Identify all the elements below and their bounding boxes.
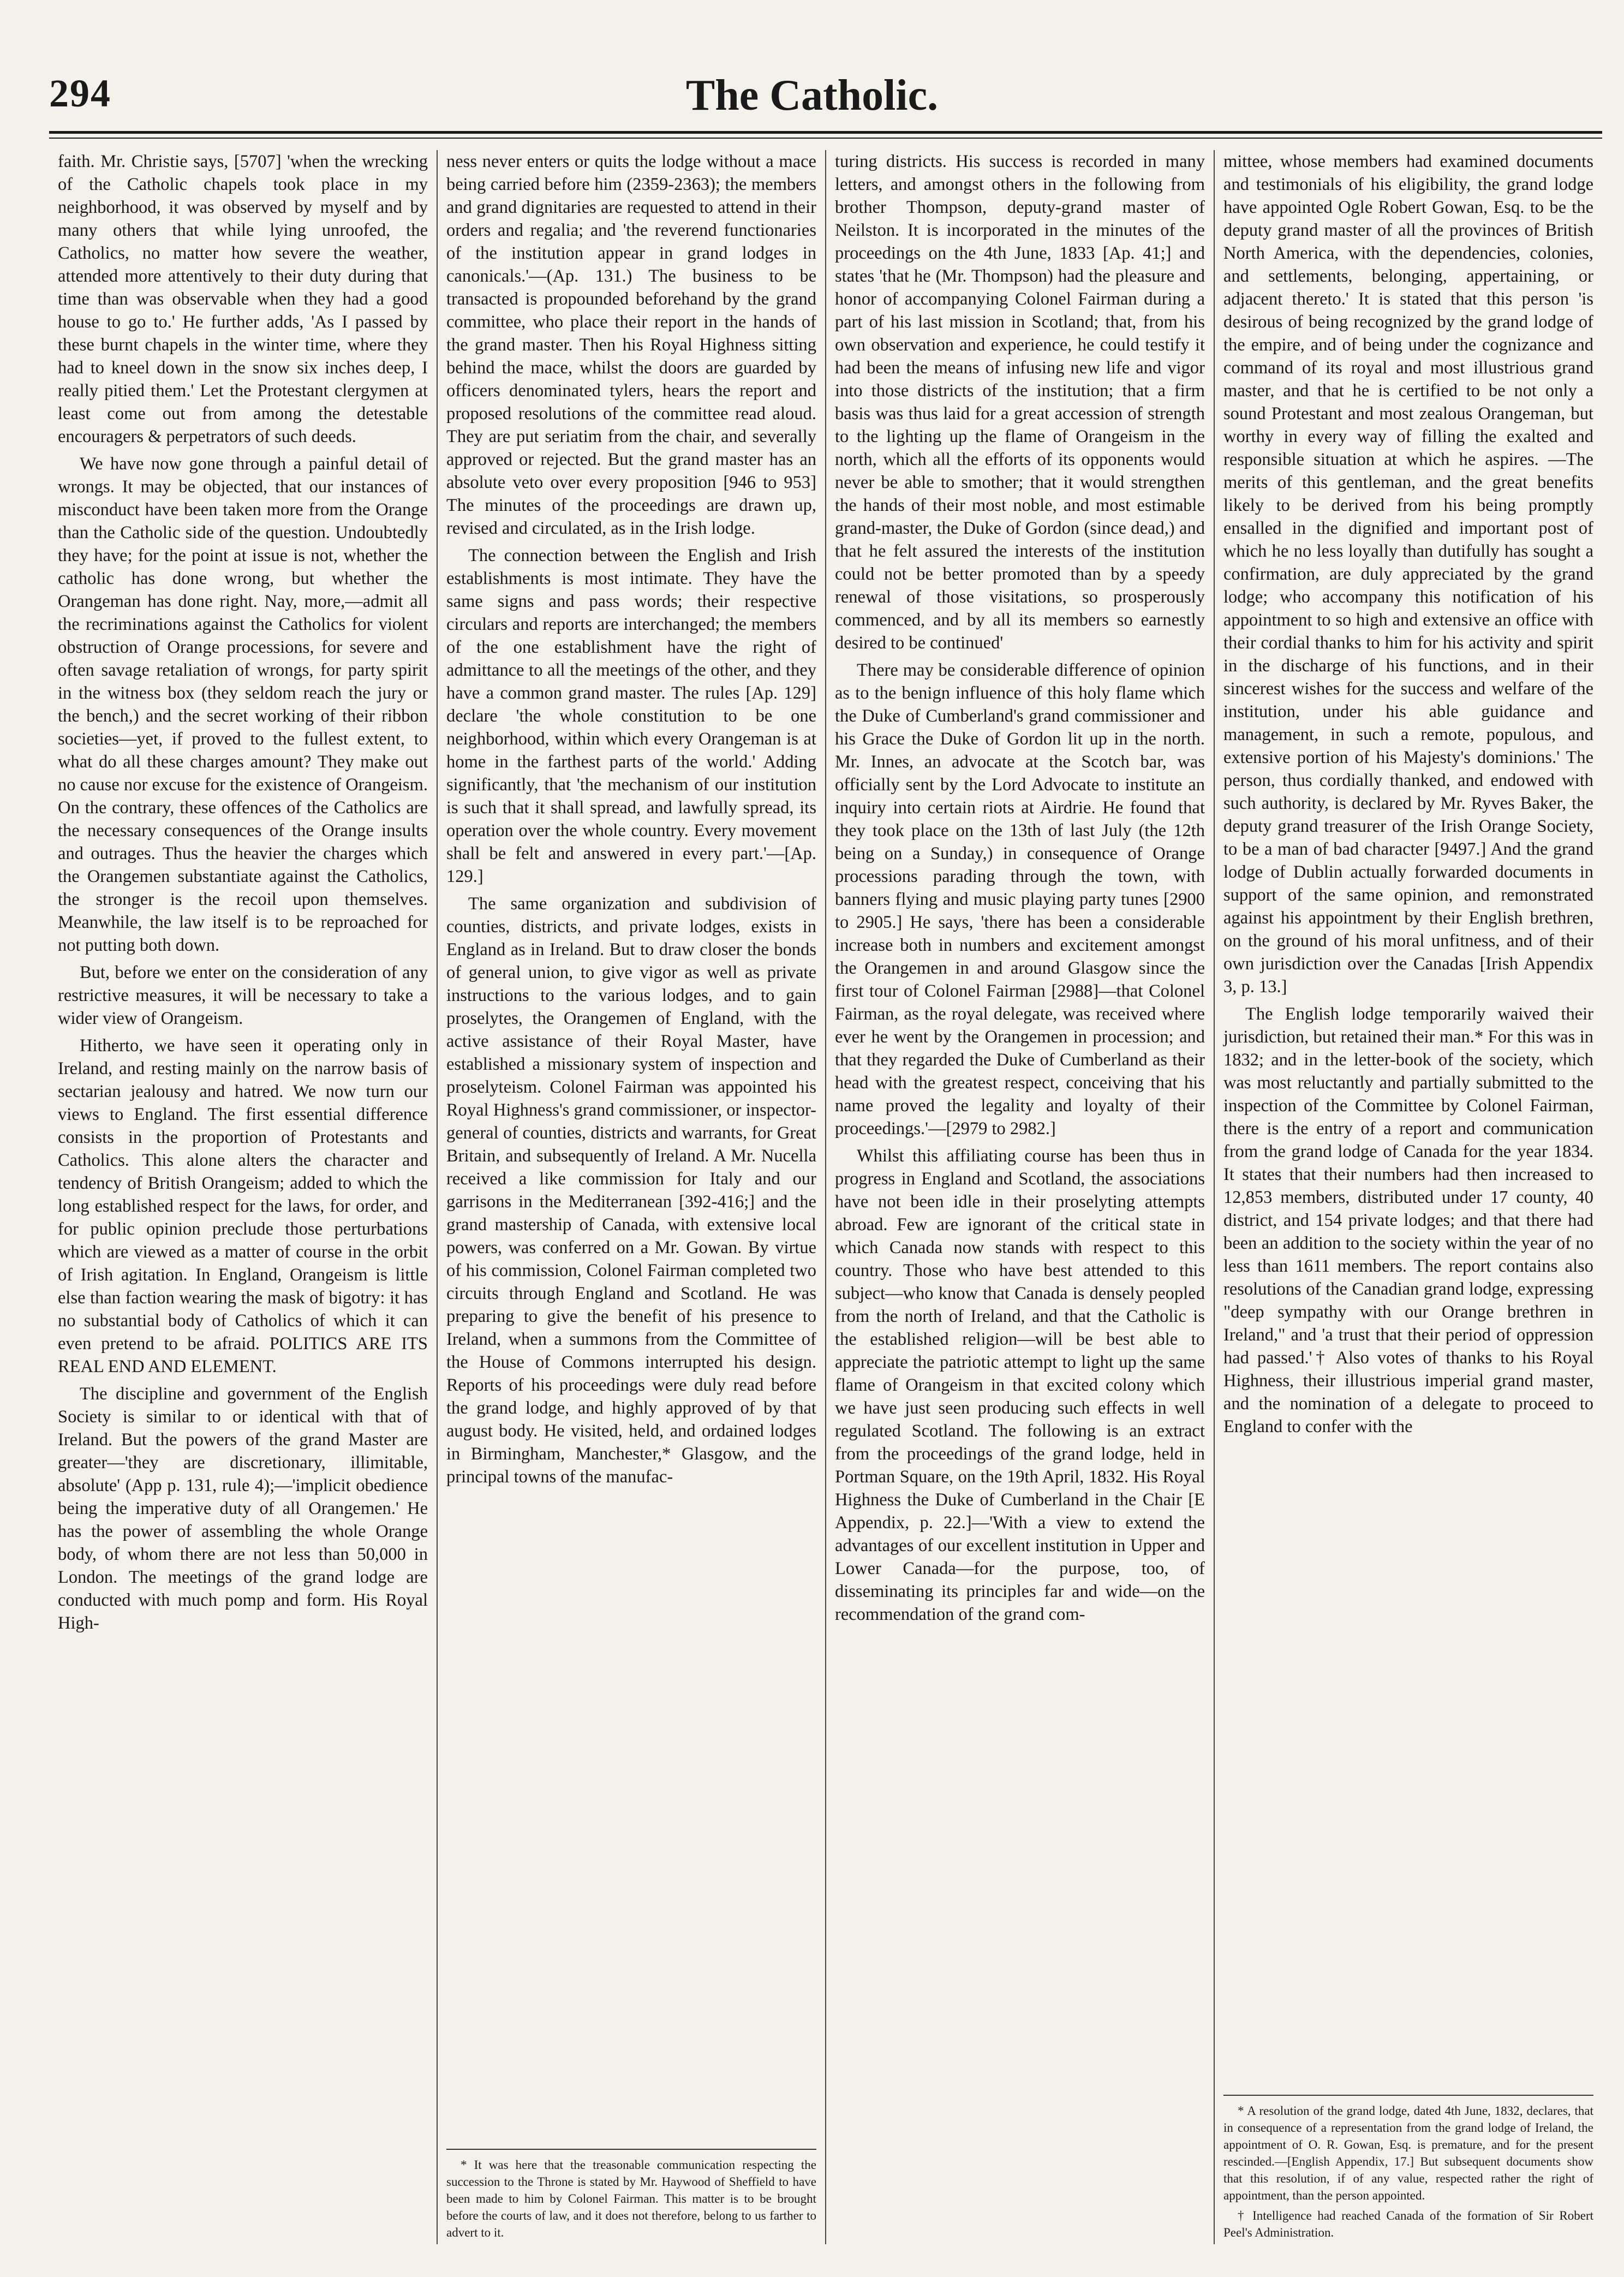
column-2: [437, 150, 825, 2244]
paragraph: turing districts. His success is recorded in many letters, and amongst others in the following from brother Thompson, deputy-grand master of Neilston. It is incorporated in the minutes of the proceedings on the 4th June, 1833 [Ap. 41;] and states 'that he (Mr. Thompson) had the pleasure and honor of accompanying Colonel Fairman during a part of his last mission in Scotland; that, from his own observation and experience, he could testify it had been the means of infusing new life and vigor into those districts of the institution; that a firm basis was thus laid for a great accession of strength to the lighting up the flame of Orangeism in the north, which all the efforts of its opponents would never be able to smother; that it would strengthen the hands of their most noble, and most estimable grand-master, the Duke of Gordon (since dead,) and that he felt assured the interests of the institution could not be better promoted than by a speedy renewal of those visitations, so prosperously commenced, and by all its members so earnestly desired to be continued': [835, 152, 1205, 653]
column-1: [49, 150, 437, 2244]
footnote: † Intelligence had reached Canada of the formation of Sir Robert Peel's Administration.: [1223, 2209, 1593, 2239]
paragraph: We have now gone through a painful detail of wrongs. It may be objected, that our instances of misconduct have been taken more from the Orange than the Catholic side of the question. Undoubtedly they have; for the point at issue is not, whether the catholic has done wrong, but whether the Orangeman has done right. Nay, more,—admit all the recriminations against the Catholics for violent obstruction of Orange processions, for severe and often savage retaliation of wrongs, for party spirit in the witness box (they seldom reach the jury or the bench,) and the secret working of their ribbon societies—yet, if proved to the fullest extent, to what do all these charges amount? They make out no cause nor excuse for the existence of Orangeism. On the contrary, these offences of the Catholics are the necessary consequences of the Orange insults and outrages. Thus the heavier the charges which the Orangemen substantiate against the Catholics, the stronger is the recoil upon themselves. Meanwhile, the law itself is to be reproached for not putting both down.: [58, 454, 428, 955]
paragraph: ness never enters or quits the lodge without a mace being carried before him (2359-2363); the members and grand dignitaries are requested to attend in their orders and regalia; and 'the reverend functionaries of the institution appear in grand lodges in canonicals.'—(Ap. 131.) The business to be transacted is propounded beforehand by the grand committee, who place their report in the hands of the grand master. Then his Royal Highness sitting behind the mace, whilst the doors are guarded by officers denominated tylers, hears the report and proposed resolutions of the committee read aloud. They are put seriatim from the chair, and severally approved or rejected. But the grand master has an absolute veto over every proposition [946 to 953] The minutes of the proceedings are drawn up, revised and circulated, as in the Irish lodge.: [446, 152, 816, 538]
paragraph: The English lodge temporarily waived their jurisdiction, but retained their man.* For this was in 1832; and in the letter-book of the society, which was most reluctantly and partially submitted to the inspection of the Committee by Colonel Fairman, there is the entry of a report and communication from the grand lodge of Canada for the year 1834. It states that their numbers had then increased to 12,853 members, distributed under 17 county, 40 district, and 154 private lodges; and that there had been an addition to the society within the year of no less than 1611 members. The report contains also resolutions of the Canadian grand lodge, expressing "deep sympathy with our Orange brethren in Ireland," and 'a trust that their period of oppression had passed.'† Also votes of thanks to his Royal Highness, their illustrious imperial grand master, and the nomination of a delegate to proceed to England to confer with the: [1223, 1004, 1593, 1436]
paragraph: Hitherto, we have seen it operating only in Ireland, and resting mainly on the narrow basis of sectarian jealousy and hatred. We now turn our views to England. The first essential difference consists in the proportion of Protestants and Catholics. This alone alters the character and tendency of British Orangeism; added to which the long established respect for the laws, for order, and for public opinion preclude those perturbations which are viewed as a matter of course in the orbit of Irish agitation. In England, Orangeism is little else than faction wearing the mask of bigotry: it has no substantial body of Catholics of which it can even pretend to be afraid. POLITICS ARE ITS REAL END AND ELEMENT.: [58, 1036, 428, 1376]
page-number: 294: [49, 71, 111, 115]
text-columns: [49, 150, 1602, 2244]
header-rule-thin: [49, 138, 1602, 139]
footnotes: [446, 2149, 816, 2244]
paragraph: But, before we enter on the consideration of any restrictive measures, it will be necessary to take a wider view of Orangeism.: [58, 963, 428, 1028]
paragraph: The discipline and government of the English Society is similar to or identical with that of Ireland. But the powers of the grand Master are greater—'they are discretionary, illimitable, absolute' (App p. 131, rule 4);—'implicit obedience being the imperative duty of all Orangemen.' He has the power of assembling the whole Orange body, of whom there are not less than 50,000 in London. The meetings of the grand lodge are conducted with much pomp and form. His Royal High-: [58, 1384, 428, 1633]
paragraph: Whilst this affiliating course has been thus in progress in England and Scotland, the associations have not been idle in their proselyting attempts abroad. Few are ignorant of the critical state in which Canada now stands with respect to this country. Those who have best attended to this subject—who know that Canada is densely peopled from the north of Ireland, and that the Catholic is the established religion—will be best able to appreciate the patriotic attempt to light up the same flame of Orangeism in that excited colony which we have just seen producing such effects in well regulated Scotland. The following is an extract from the proceedings of the grand lodge, held in Portman Square, on the 19th April, 1832. His Royal Highness the Duke of Cumberland in the Chair [E Appendix, p. 22.]—'With a view to extend the advantages of our excellent institution in Upper and Lower Canada—for the purpose, too, of disseminating its principles far and wide—on the recommendation of the grand com-: [835, 1146, 1205, 1624]
footnote: * It was here that the treasonable communication respecting the succession to the Throne is stated by Mr. Haywood of Sheffield to have been made to him by Colonel Fairman. This matter is to be brought before the courts of law, and it does not therefore, belong to us farther to advert to it.: [446, 2158, 816, 2239]
paragraph: mittee, whose members had examined documents and testimonials of his eligibility, the grand lodge have appointed Ogle Robert Gowan, Esq. to be the deputy grand master of all the provinces of British North America, with the dependencies, colonies, and settlements, belonging, appertaining, or adjacent thereto.' It is stated that this person 'is desirous of being recognized by the grand lodge of the empire, and of being under the cognizance and command of its royal and most illustrious grand master, and that he is certified to be not only a sound Protestant and most zealous Orangeman, but worthy in every way of filling the exalted and responsible situation at which he aspires. —The merits of this gentleman, and the great benefits likely to be derived from his being promptly ensalled in the dignified and important post of which he no less loyally than dutifully has sought a confirmation, are duly appreciated by the grand lodge; who accompany this notification of his appointment to so high and extensive an office with their cordial thanks to him for his activity and spirit in the discharge of his functions, and in their sincerest wishes for the success and welfare of the institution, under his able guidance and management, in such a remote, populous, and extensive portion of his Majesty's dominions.' The person, thus cordially thanked, and endowed with such authority, is declared by Mr. Ryves Baker, the deputy grand treasurer of the Irish Orange Society, to be a man of bad character [9497.] And the grand lodge of Dublin actually forwarded documents in support of the same opinion, and remonstrated against his appointment by their English brethren, on the ground of his moral unfitness, and of their own jurisdiction over the Canadas [Irish Appendix 3, p. 13.]: [1223, 152, 1593, 997]
running-title: The Catholic.: [685, 71, 939, 120]
column-3: [825, 150, 1214, 2244]
paragraph: The same organization and subdivision of counties, districts, and private lodges, exists in England as in Ireland. But to draw closer the bonds of general union, to give vigor as well as private instructions to the various lodges, and to gain proselytes, the Orangemen of England, with the active assistance of their Royal Master, have established a missionary system of inspection and proselyteism. Colonel Fairman was appointed his Royal Highness's grand commissioner, or inspector-general of counties, districts and warrants, for Great Britain, and subsequently of Ireland. A Mr. Nucella received a like commission for Italy and our garrisons in the Mediterranean [392-416;] and the grand mastership of Canada, with extensive local powers, was conferred on a Mr. Gowan. By virtue of his commission, Colonel Fairman completed two circuits through England and Scotland. He was preparing to give the benefit of his presence to Ireland, when a summons from the Committee of the House of Commons interrupted his design. Reports of his proceedings were duly read before the grand lodge, and highly approved of by that august body. He visited, held, and ordained lodges in Birmingham, Manchester,* Glasgow, and the principal towns of the manufac-: [446, 894, 816, 1487]
paragraph: The connection between the English and Irish establishments is most intimate. They have the same signs and pass words; their respective circulars and reports are interchanged; the members of the one establishment have the right of admittance to all the meetings of the other, and they have a common grand master. The rules [Ap. 129] declare 'the whole constitution to be one neighborhood, within which every Orangeman is at home in the farthest parts of the world.' Adding significantly, that 'the mechanism of our institution is such that it shall spread, and lawfully spread, its operation over the whole country. Every movement shall be felt and answered in every part.'—[Ap. 129.]: [446, 546, 816, 886]
paragraph: faith. Mr. Christie says, [5707] 'when the wrecking of the Catholic chapels took place in my neighborhood, it was observed by myself and by many others that while lying unroofed, the Catholics, no matter how severe the weather, attended more attentively to their duty during that time than was observable when they had a good house to go to.' He further adds, 'As I passed by these burnt chapels in the winter time, where they had to kneel down in the snow six inches deep, I really pitied them.' Let the Protestant clergymen at least come out from among the detestable encouragers & perpetrators of such deeds.: [58, 152, 428, 446]
column-4: [1214, 150, 1602, 2244]
footnote: * A resolution of the grand lodge, dated 4th June, 1832, declares, that in consequence of a representation from the grand lodge of Ireland, the appointment of O. R. Gowan, Esq. is premature, and for the present rescinded.—[English Appendix, 17.] But subsequent documents show that this resolution, if of any value, respected rather the right of appointment, than the person appointed.: [1223, 2104, 1593, 2202]
footnotes: [1223, 2095, 1593, 2244]
header-rule: [49, 131, 1602, 134]
paragraph: There may be considerable difference of opinion as to the benign influence of this holy flame which the Duke of Cumberland's grand commissioner and his Grace the Duke of Gordon lit up in the north. Mr. Innes, an advocate at the Scotch bar, was officially sent by the Lord Advocate to institute an inquiry into certain riots at Airdrie. He found that they took place on the 13th of last July (the 12th being on a Sunday,) in consequence of Orange processions parading through the town, with banners flying and music playing party tunes [2900 to 2905.] He says, 'there has been a considerable increase both in numbers and excitement amongst the Orangemen in and around Glasgow since the first tour of Colonel Fairman [2988]—that Colonel Fairman, as the royal delegate, was received where ever he went by the Orangemen in procession; and that they regarded the Duke of Cumberland as their head with the greatest respect, conceiving that his name proved the legality and loyalty of their proceedings.'—[2979 to 2982.]: [835, 660, 1205, 1138]
